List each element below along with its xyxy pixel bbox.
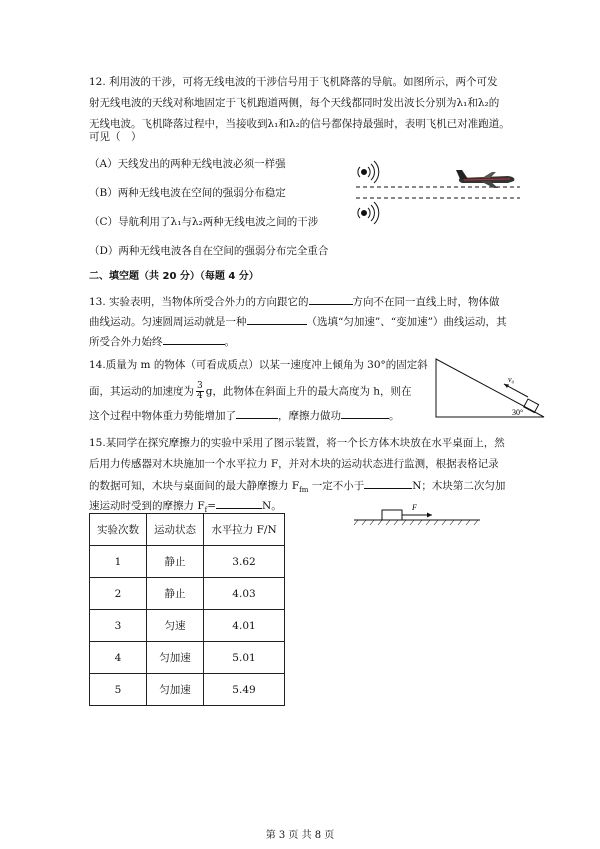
q13-blank-1[interactable] [309, 293, 353, 305]
table-hatch [354, 520, 478, 525]
q13-text-2b: （选填“匀加速”、“变加速”）曲线运动，其 [306, 316, 507, 328]
experiment-table [89, 513, 285, 706]
table-row [90, 546, 285, 578]
q13-text-3a: 所受合外力始终 [89, 336, 163, 348]
cell-force: 4.03 [204, 578, 285, 610]
incline-triangle [436, 359, 544, 417]
q14-line-1: 14.质量为 m 的物体（可看成质点）以某一速度冲上倾角为 30°的固定斜 [89, 359, 428, 371]
q15-text-3a: 的数据可知，木块与桌面间的最大静摩擦力 F [89, 480, 300, 492]
cell-trial: 2 [90, 578, 147, 610]
q14-text-3a: 这个过程中物体重力势能增加了 [89, 410, 236, 422]
wood-block [382, 510, 402, 520]
cell-force: 5.49 [204, 674, 285, 706]
force-arrowhead-icon [427, 513, 432, 518]
q13-blank-2[interactable] [247, 313, 307, 325]
force-label: F [412, 503, 417, 512]
table-row [90, 578, 285, 610]
q14-text-2b: g，此物体在斜面上升的最大高度为 h，则在 [205, 385, 412, 398]
q12-option-b: （B）两种无线电波在空间的强弱分布稳定 [89, 187, 286, 199]
header-state: 运动状态 [147, 514, 204, 546]
q15-line-3 [89, 477, 505, 497]
q13-line-2 [89, 313, 506, 329]
q15-blank-1[interactable] [364, 477, 412, 489]
cell-force: 4.01 [204, 610, 285, 642]
q13-text-2a: 曲线运动。匀速圆周运动就是一种 [89, 316, 247, 328]
q14-text-2a: 面，其运动的加速度为 [89, 385, 194, 398]
q15-line-2: 后用力传感器对木块施加一个水平拉力 F，并对木块的运动状态进行监测，根据表格记录 [89, 458, 499, 470]
q15-blank-2[interactable] [216, 497, 262, 509]
antenna-bottom-icon [358, 202, 379, 224]
q13-line-1 [89, 293, 500, 309]
q14-text-3b: ，摩擦力做功 [278, 410, 341, 422]
fraction-denominator: 4 [197, 391, 203, 401]
cell-state: 静止 [147, 546, 204, 578]
q12-option-a: （A）天线发出的两种无线电波必须一样强 [89, 158, 286, 170]
header-trial: 实验次数 [90, 514, 147, 546]
q14-blank-2[interactable] [341, 407, 389, 419]
q14-blank-1[interactable] [236, 407, 278, 419]
q15-text-4c: N。 [262, 500, 282, 512]
airplane-icon [456, 170, 514, 188]
table-row [90, 674, 285, 706]
table-row [90, 642, 285, 674]
table-header-row [90, 514, 285, 546]
q13-line-3 [89, 333, 235, 349]
section-title: 二、填空题（共 20 分）（每题 4 分） [89, 271, 259, 282]
q12-line-1: 12. 利用波的干涉，可将无线电波的干涉信号用于飞机降落的导航。如图所示，两个可发 [89, 76, 498, 88]
cell-state: 静止 [147, 578, 204, 610]
q12-line-3: 无线电波。飞机降落过程中，当接收到λ₁和λ₂的信号都保持最强时，表明飞机已对准跑道。 [89, 118, 510, 130]
q15-text-3c: N；木块第二次匀加 [412, 480, 506, 492]
cell-state: 匀加速 [147, 642, 204, 674]
q15-line-1: 15.某同学在探究摩擦力的实验中采用了图示装置，将一个长方体木块放在水平桌面上，然 [89, 437, 505, 449]
q12-option-d: （D）两种无线电波各自在空间的强弱分布完全重合 [89, 245, 329, 257]
q15-text-3b: 一定不小于 [308, 480, 365, 492]
q13-text-1a: 13. 实验表明，当物体所受合外力的方向跟它的 [89, 296, 309, 308]
runway-figure [352, 150, 522, 230]
block-icon [524, 399, 539, 413]
q13-blank-3[interactable] [163, 333, 225, 345]
friction-figure [352, 500, 482, 526]
cell-trial: 4 [90, 642, 147, 674]
cell-trial: 5 [90, 674, 147, 706]
angle-label: 30° [512, 408, 524, 417]
cell-trial: 1 [90, 546, 147, 578]
q13-text-3b: 。 [224, 336, 235, 348]
antenna-top-icon [358, 161, 379, 183]
cell-state: 匀速 [147, 610, 204, 642]
q12-option-c: （C）导航利用了λ₁与λ₂两种无线电波之间的干涉 [89, 216, 319, 228]
q14-line-2 [89, 382, 412, 401]
cell-state: 匀加速 [147, 674, 204, 706]
f-subscript: f [204, 506, 208, 515]
q13-text-1b: 方向不在同一直线上时，物体做 [352, 296, 500, 308]
cell-force: 3.62 [204, 546, 285, 578]
cell-trial: 3 [90, 610, 147, 642]
q15-text-4b: = [207, 500, 217, 512]
fm-subscript: fm [299, 486, 309, 495]
q12-line-2: 射无线电波的天线对称地固定于飞机跑道两侧，每个天线都同时发出波长分别为λ₁和λ₂的 [89, 97, 500, 109]
header-force: 水平拉力 F/N [204, 514, 285, 546]
q14-line-3 [89, 407, 400, 423]
table-row [90, 610, 285, 642]
q12-line-4: 可见（ ） [89, 131, 142, 143]
q14-text-3c: 。 [389, 410, 400, 422]
incline-figure [432, 355, 548, 419]
acceleration-fraction [196, 382, 204, 401]
q15-text-4a: 速运动时受到的摩擦力 F [89, 500, 205, 512]
fraction-numerator: 3 [197, 381, 203, 391]
cell-force: 5.01 [204, 642, 285, 674]
velocity-label: v₀ [508, 375, 515, 384]
page-footer: 第 3 页 共 8 页 [265, 830, 335, 841]
